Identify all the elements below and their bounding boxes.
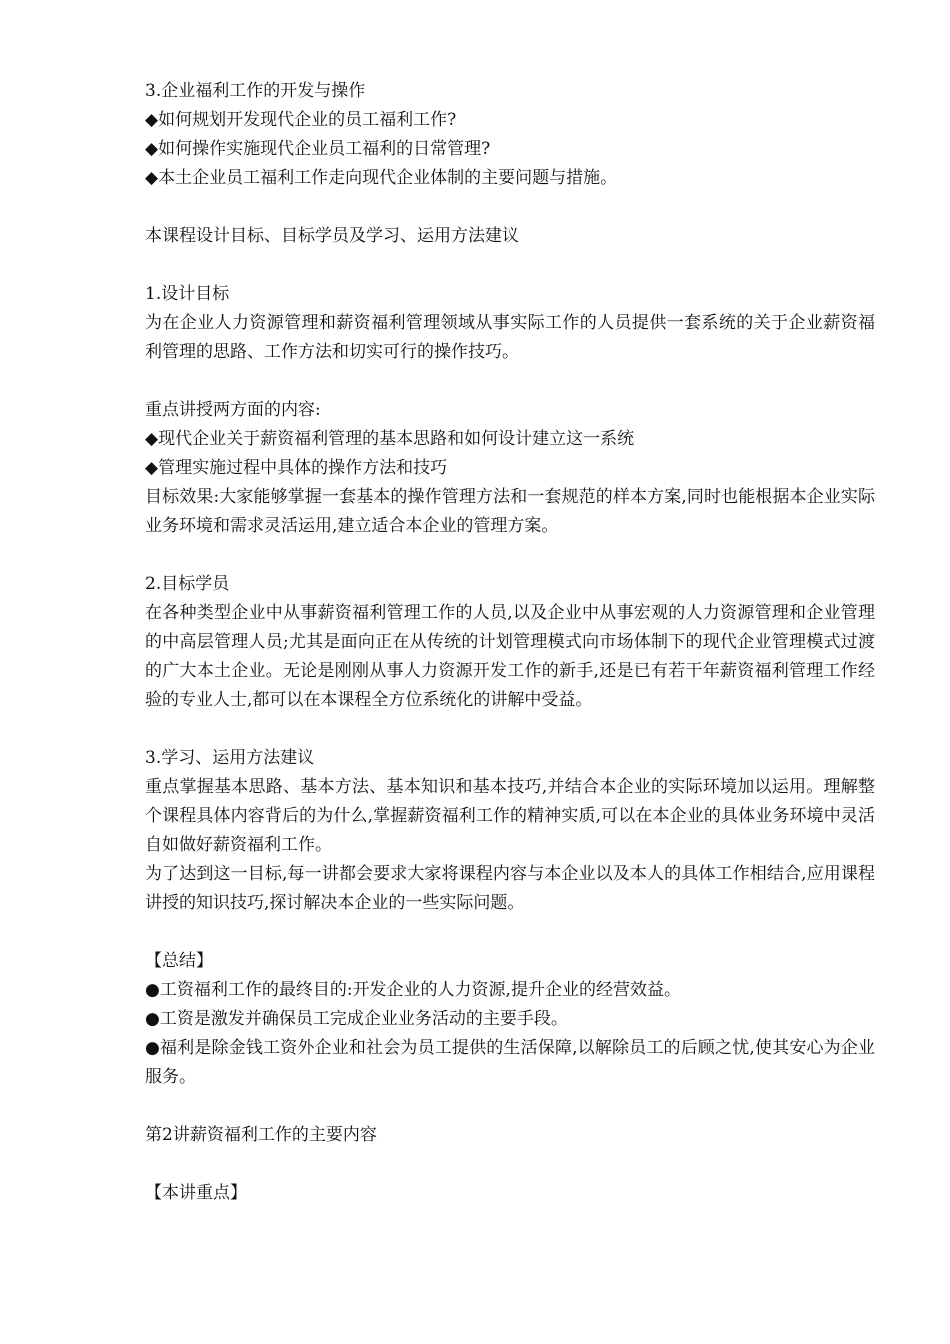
- bullet-item: ◆现代企业关于薪资福利管理的基本思路和如何设计建立这一系统: [145, 429, 635, 449]
- lecture-focus-title: 【本讲重点】: [145, 1183, 247, 1203]
- summary-title: 【总结】: [145, 951, 213, 971]
- learning-method-title: 3.学习、运用方法建议: [145, 748, 315, 768]
- target-effect-text: 目标效果:大家能够掌握一套基本的操作管理方法和一套规范的样本方案,同时也能根据本企业实际业务环境和需求灵活运用,建立适合本企业的管理方案。: [145, 487, 875, 536]
- target-students-text: 在各种类型企业中从事薪资福利管理工作的人员,以及企业中从事宏观的人力资源管理和企业管理的中高层管理人员;尤其是面向正在从传统的计划管理模式向市场体制下的现代企业管理模式过渡的广大本土企业。无论是刚刚从事人力资源开发工作的新手,还是已有若干年薪资福利管理工作经验的专业人士,都可以在本课程全方位系统化的讲解中受益。: [145, 603, 875, 710]
- bullet-item: ◆如何规划开发现代企业的员工福利工作?: [145, 110, 457, 130]
- course-goals-heading: 本课程设计目标、目标学员及学习、运用方法建议: [145, 226, 519, 246]
- focus-title: 重点讲授两方面的内容:: [145, 400, 321, 420]
- design-goal-text: 为在企业人力资源管理和薪资福利管理领域从事实际工作的人员提供一套系统的关于企业薪资福利管理的思路、工作方法和切实可行的操作技巧。: [145, 313, 875, 362]
- summary-item: ●工资是激发并确保员工完成企业业务活动的主要手段。: [145, 1009, 568, 1029]
- lecture-title: 第2讲薪资福利工作的主要内容: [145, 1125, 377, 1145]
- bullet-item: ◆管理实施过程中具体的操作方法和技巧: [145, 458, 448, 478]
- learning-method-text: 为了达到这一目标,每一讲都会要求大家将课程内容与本企业以及本人的具体工作相结合,应用课程讲授的知识技巧,探讨解决本企业的一些实际问题。: [145, 864, 875, 913]
- target-students-title: 2.目标学员: [145, 574, 230, 594]
- document-page: [145, 77, 875, 1208]
- section-title: 3.企业福利工作的开发与操作: [145, 81, 366, 101]
- summary-item: ●工资福利工作的最终目的:开发企业的人力资源,提升企业的经营效益。: [145, 980, 681, 1000]
- design-goal-title: 1.设计目标: [145, 284, 230, 304]
- bullet-item: ◆本土企业员工福利工作走向现代企业体制的主要问题与措施。: [145, 168, 618, 188]
- bullet-item: ◆如何操作实施现代企业员工福利的日常管理?: [145, 139, 491, 159]
- learning-method-text: 重点掌握基本思路、基本方法、基本知识和基本技巧,并结合本企业的实际环境加以运用。理解整个课程具体内容背后的为什么,掌握薪资福利工作的精神实质,可以在本企业的具体业务环境中灵活自如做好薪资福利工作。: [145, 777, 875, 855]
- summary-item: ●福利是除金钱工资外企业和社会为员工提供的生活保障,以解除员工的后顾之忧,使其安心为企业服务。: [145, 1038, 875, 1087]
